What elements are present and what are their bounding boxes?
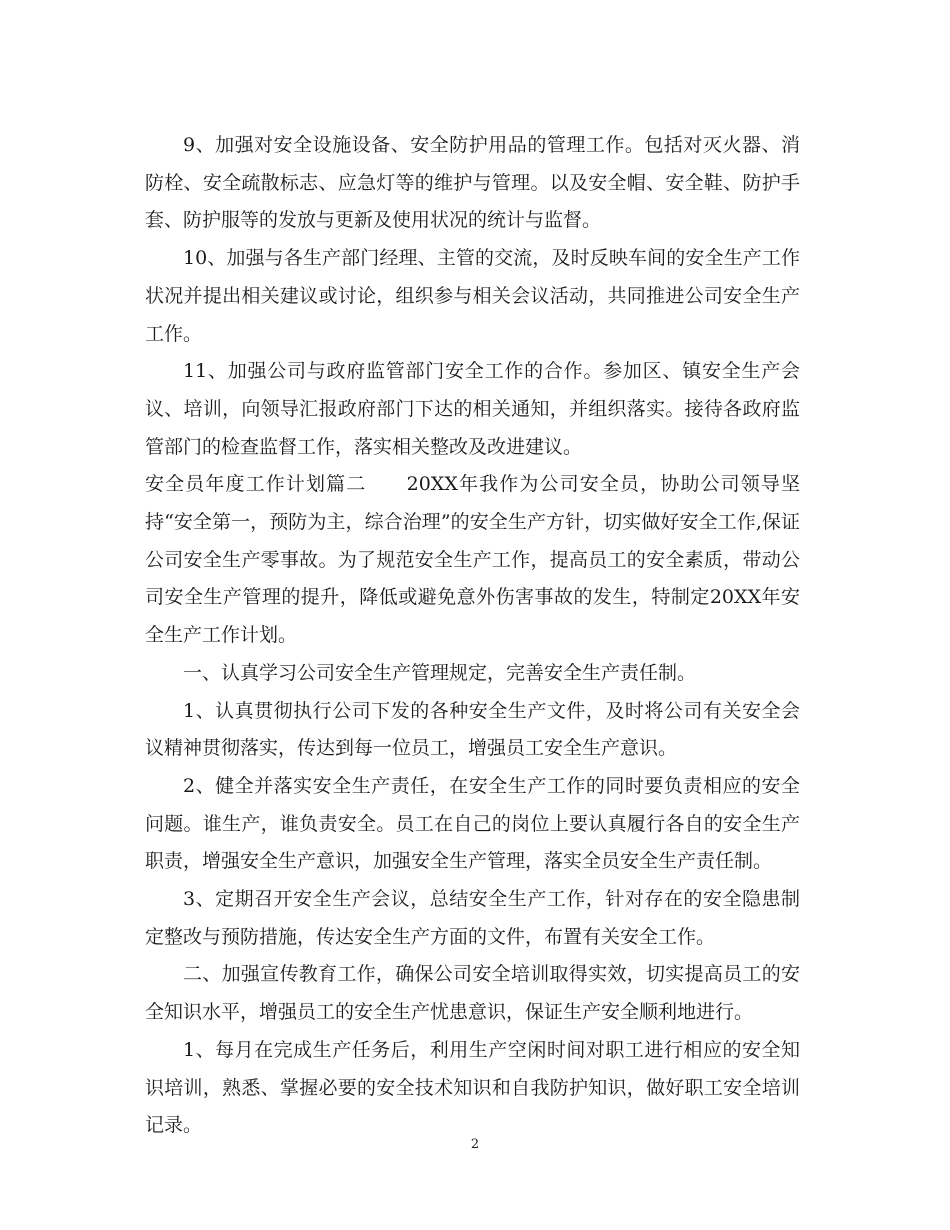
paragraph-one-item-2: 2、健全并落实安全生产责任，在安全生产工作的同时要负责相应的安全问题。谁生产，谁负责安全。员工在自己的岗位上要认真履行各自的安全生产职责，增强安全生产意识，加强安全生产管理，落实全员安全生产责任制。 <box>145 774 800 873</box>
paragraph-two-item-1: 1、每月在完成生产任务后，利用生产空闲时间对职工进行相应的安全知识培训，熟悉、掌握必要的安全技术知识和自我防护知识，做好职工安全培训记录。 <box>145 1038 800 1137</box>
paragraph-one-item-3: 3、定期召开安全生产会议，总结安全生产工作，针对存在的安全隐患制定整改与预防措施，传达安全生产方面的文件，布置有关安全工作。 <box>145 888 800 948</box>
paragraph-item-9: 9、加强对安全设施设备、安全防护用品的管理工作。包括对灭火器、消防栓、安全疏散标志、应急灯等的维护与管理。以及安全帽、安全鞋、防护手套、防护服等的发放与更新及使用状况的统计与监督。 <box>145 134 800 232</box>
paragraph-item-11: 11、加强公司与政府监管部门安全工作的合作。参加区、镇安全生产会议、培训，向领导汇报政府部门下达的相关通知，并组织落实。接待各政府监管部门的检查监督工作，落实相关整改及改进建议。 <box>145 360 800 458</box>
document-body <box>145 127 800 1145</box>
paragraph-section-one: 一、认真学习公司安全生产管理规定，完善安全生产责任制。 <box>183 661 697 684</box>
page-number: 2 <box>470 1137 480 1152</box>
paragraph-section-two: 二、加强宣传教育工作，确保公司安全培训取得实效，切实提高员工的安全知识水平，增强员工的安全生产忧患意识，保证生产安全顺利地进行。 <box>145 963 800 1024</box>
paragraph-one-item-1: 1、认真贯彻执行公司下发的各种安全生产文件，及时将公司有关安全会议精神贯彻落实，传达到每一位员工，增强员工安全生产意识。 <box>145 699 800 760</box>
section-heading-paragraph: 安全员年度工作计划篇二 20XX年我作为公司安全员，协助公司领导坚持“安全第一，预防为主，综合治理”的安全生产方针，切实做好安全工作,保证公司安全生产零事故。为了规范安全生产工作，提高员工的安全素质，带动公司安全生产管理的提升，降低或避免意外伤害事故的发生，特制定20XX年安全生产工作计划。 <box>145 473 800 647</box>
paragraph-item-10: 10、加强与各生产部门经理、主管的交流，及时反映车间的安全生产工作状况并提出相关建议或讨论，组织参与相关会议活动，共同推进公司安全生产工作。 <box>145 247 800 345</box>
